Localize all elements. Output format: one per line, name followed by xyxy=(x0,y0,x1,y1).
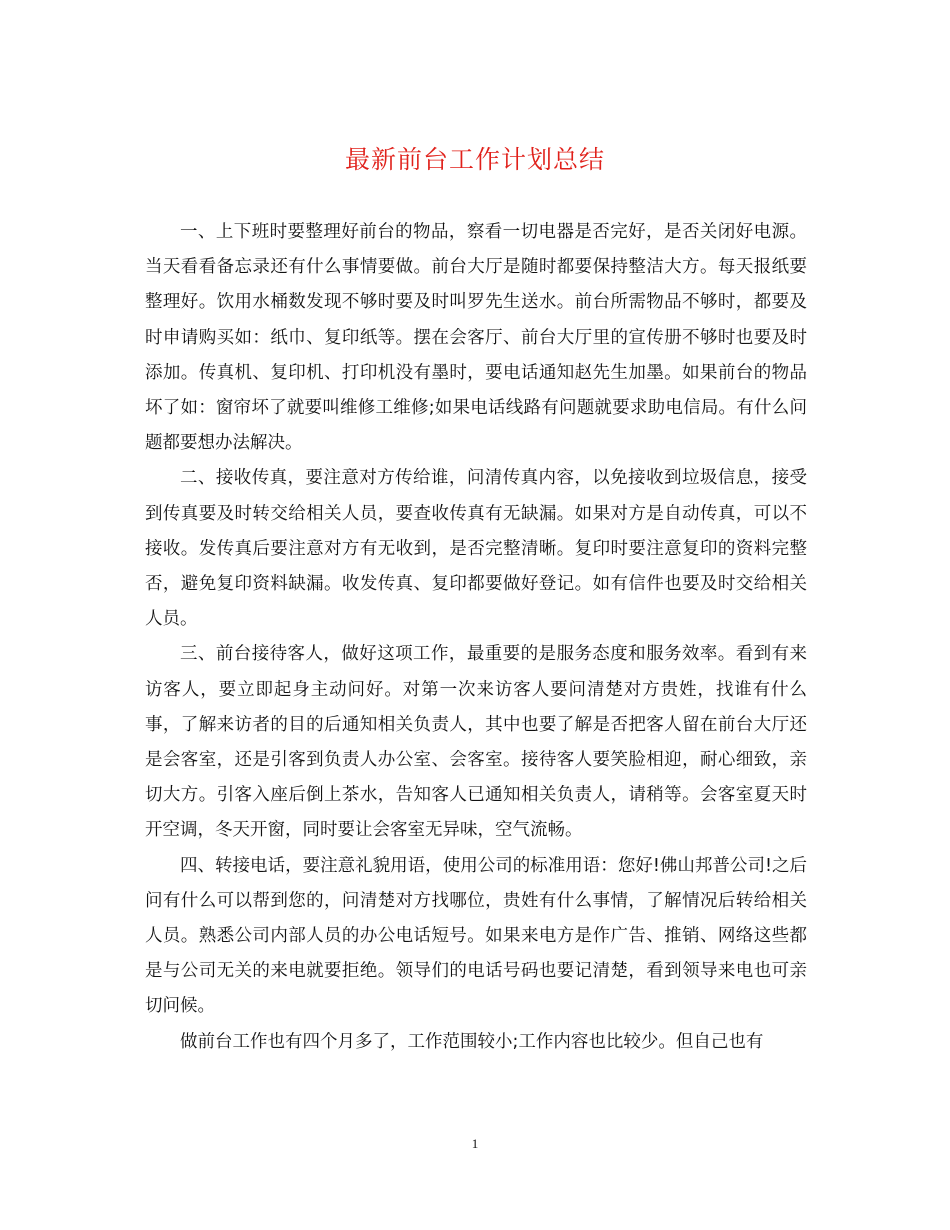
document-body xyxy=(145,215,807,1060)
page-title: 最新前台工作计划总结 xyxy=(344,145,605,174)
paragraph-3: 三、前台接待客人，做好这项工作，最重要的是服务态度和服务效率。看到有来访客人，要立即起身主动问好。对第一次来访客人要问清楚对方贵姓，找谁有什么事，了解来访者的目的后通知相关负责人，其中也要了解是否把客人留在前台大厅还是会客室，还是引客到负责人办公室、会客室。接待客人要笑脸相迎，耐心细致，亲切大方。引客入座后倒上茶水，告知客人已通知相关负责人，请稍等。会客室夏天时开空调，冬天开窗，同时要让会客室无异味，空气流畅。 xyxy=(145,644,807,841)
paragraph-1: 一、上下班时要整理好前台的物品，察看一切电器是否完好，是否关闭好电源。当天看看备忘录还有什么事情要做。前台大厅是随时都要保持整洁大方。每天报纸要整理好。饮用水桶数发现不够时要及时叫罗先生送水。前台所需物品不够时，都要及时申请购买如：纸巾、复印纸等。摆在会客厅、前台大厅里的宣传册不够时也要及时添加。传真机、复印机、打印机没有墨时，要电话通知赵先生加墨。如果前台的物品坏了如：窗帘坏了就要叫维修工维修;如果电话线路有问题就要求助电信局。有什么问题都要想办法解决。 xyxy=(145,222,807,454)
paragraph-5: 做前台工作也有四个月多了，工作范围较小;工作内容也比较少。但自己也有 xyxy=(180,1031,764,1052)
paragraph-2: 二、接收传真，要注意对方传给谁，问清传真内容，以免接收到垃圾信息，接受到传真要及时转交给相关人员，要查收传真有无缺漏。如果对方是自动传真，可以不接收。发传真后要注意对方有无收到，是否完整清晰。复印时要注意复印的资料完整否，避免复印资料缺漏。收发传真、复印都要做好登记。如有信件也要及时交给相关人员。 xyxy=(145,468,807,630)
page-number: 1 xyxy=(471,1136,479,1151)
paragraph-4: 四、转接电话，要注意礼貌用语，使用公司的标准用语：您好!佛山邦普公司!之后问有什么可以帮到您的，问清楚对方找哪位，贵姓有什么事情，了解情况后转给相关人员。熟悉公司内部人员的办公电话短号。如果来电方是作广告、推销、网络这些都是与公司无关的来电就要拒绝。领导们的电话号码也要记清楚，看到领导来电也可亲切问候。 xyxy=(145,855,807,1017)
